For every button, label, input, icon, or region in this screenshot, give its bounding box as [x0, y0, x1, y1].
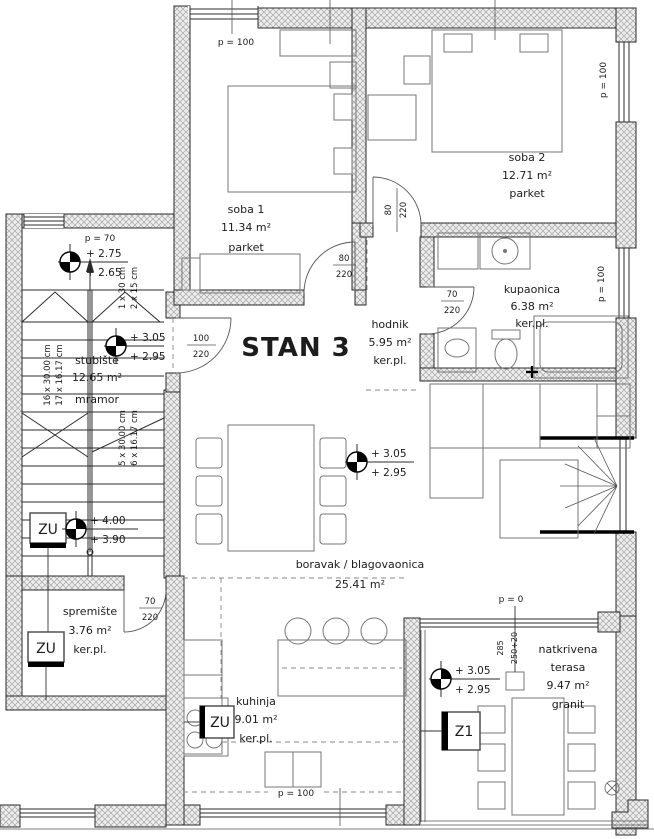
svg-text:spremište: spremište	[62, 605, 118, 618]
svg-text:natkrivena: natkrivena	[538, 643, 598, 656]
zu-box-spremiste	[28, 632, 64, 700]
door-dim-soba2	[384, 188, 409, 232]
terrace-furniture	[478, 606, 619, 815]
stair-window	[24, 214, 64, 228]
svg-text:kupaonica: kupaonica	[503, 283, 561, 296]
neighbor-window	[20, 809, 95, 817]
elevation-marker-living	[345, 444, 414, 480]
svg-text:soba 2: soba 2	[508, 151, 546, 164]
level-above: + 3.05	[371, 448, 407, 460]
living-glass-door	[540, 438, 634, 532]
svg-text:25.41 m²: 25.41 m²	[334, 578, 386, 591]
parapet-terasa: p = 0	[498, 595, 524, 605]
svg-text:1 x 30 cm: 1 x 30 cm	[118, 266, 128, 310]
level-below: + 2.95	[371, 467, 407, 479]
level-above: + 4.00	[90, 515, 126, 527]
svg-text:9.47 m²: 9.47 m²	[546, 679, 590, 692]
zu-label: ZU	[38, 522, 58, 538]
door-dim-kupaonica	[441, 290, 464, 316]
svg-text:5.95 m²: 5.95 m²	[368, 336, 412, 349]
svg-text:70: 70	[144, 597, 156, 607]
level-below: + 2.65	[86, 267, 122, 279]
kitchen-furniture	[184, 618, 406, 787]
elevation-marker-zu	[62, 511, 138, 547]
kitchen-window	[200, 805, 386, 825]
room-label-kupaonica	[504, 283, 560, 330]
svg-text:hodnik: hodnik	[371, 318, 409, 331]
room-label-stubiste	[72, 354, 122, 406]
svg-text:12.71 m²: 12.71 m²	[501, 169, 553, 182]
level-below: + 3.90	[90, 534, 126, 546]
svg-text:terasa: terasa	[550, 661, 586, 674]
level-below: + 2.95	[130, 351, 166, 363]
parapet-stair: p = 70	[84, 234, 116, 244]
svg-text:250+20: 250+20	[510, 631, 519, 665]
svg-text:stubište: stubište	[75, 354, 119, 367]
svg-text:parket: parket	[228, 241, 264, 254]
svg-text:11.34 m²: 11.34 m²	[220, 221, 272, 234]
svg-text:220: 220	[443, 306, 461, 316]
z1-label: Z1	[454, 724, 474, 740]
svg-text:220: 220	[399, 201, 409, 219]
parapet-soba1: p = 100	[217, 38, 255, 48]
door-dim-spremiste	[139, 597, 162, 623]
svg-text:parket: parket	[509, 187, 545, 200]
room-label-boravak	[296, 558, 425, 591]
light-rays-icon	[560, 438, 617, 534]
svg-text:6 x 16.17 cm: 6 x 16.17 cm	[130, 410, 140, 466]
svg-text:100: 100	[192, 334, 210, 344]
svg-text:5 x 30.00 cm: 5 x 30.00 cm	[118, 410, 128, 466]
svg-text:6.38 m²: 6.38 m²	[510, 300, 554, 313]
svg-text:ker.pl.: ker.pl.	[239, 732, 273, 745]
room-label-spremiste	[63, 605, 118, 656]
svg-text:80: 80	[384, 204, 394, 216]
living-furniture	[196, 384, 630, 551]
svg-text:2 x 15 cm: 2 x 15 cm	[130, 266, 140, 310]
svg-text:80: 80	[338, 254, 350, 264]
level-above: + 3.05	[455, 665, 491, 677]
svg-text:12.65 m²: 12.65 m²	[71, 371, 123, 384]
elevation-marker-terrace	[429, 661, 500, 697]
svg-text:220: 220	[141, 613, 159, 623]
svg-text:ker.pl.: ker.pl.	[73, 643, 107, 656]
svg-text:220: 220	[335, 270, 353, 280]
door-dim-entrance	[187, 334, 216, 360]
terrace-glass-wall	[420, 619, 598, 627]
column-dims	[496, 632, 519, 664]
apartment-title: STAN 3	[241, 333, 351, 363]
svg-text:mramor: mramor	[75, 393, 119, 406]
zu-label: ZU	[210, 715, 230, 731]
level-above: + 2.75	[86, 248, 122, 260]
svg-text:ker.pl.: ker.pl.	[515, 317, 549, 330]
zu-label: ZU	[36, 641, 56, 657]
parapet-soba2: p = 100	[599, 61, 609, 99]
room-label-terasa	[539, 643, 598, 711]
svg-text:17 x 16.17 cm: 17 x 16.17 cm	[55, 344, 65, 406]
z1-box-terrace	[420, 712, 480, 750]
soba1-furniture	[182, 30, 356, 293]
parapet-kuhinja: p = 100	[277, 789, 315, 799]
soba2-furniture	[368, 30, 562, 152]
svg-text:220: 220	[192, 350, 210, 360]
level-below: + 2.95	[455, 684, 491, 696]
svg-text:ker.pl.: ker.pl.	[373, 354, 407, 367]
zu-box-upper	[30, 513, 66, 632]
svg-text:soba 1: soba 1	[227, 203, 265, 216]
room-label-kuhinja	[234, 695, 277, 745]
level-above: + 3.05	[130, 332, 166, 344]
door-entrance	[173, 318, 231, 373]
soba1-window	[188, 6, 258, 22]
svg-text:boravak / blagovaonica: boravak / blagovaonica	[295, 558, 425, 571]
svg-text:granit: granit	[551, 698, 585, 711]
room-label-soba1	[221, 203, 271, 254]
svg-text:285: 285	[496, 640, 505, 656]
svg-text:kuhinja: kuhinja	[236, 695, 276, 708]
svg-text:16 x 30.00 cm: 16 x 30.00 cm	[43, 344, 53, 406]
room-label-soba2	[502, 151, 552, 200]
door-soba1	[304, 242, 355, 293]
room-label-hodnik	[368, 318, 411, 367]
column	[506, 672, 524, 690]
parapet-kupaonica: p = 100	[597, 265, 607, 303]
svg-text:3.76 m²: 3.76 m²	[68, 624, 112, 637]
svg-text:70: 70	[446, 290, 458, 300]
svg-text:9.01 m²: 9.01 m²	[234, 713, 278, 726]
kupaonica-right-window	[616, 248, 634, 318]
soba2-right-window	[616, 42, 634, 122]
